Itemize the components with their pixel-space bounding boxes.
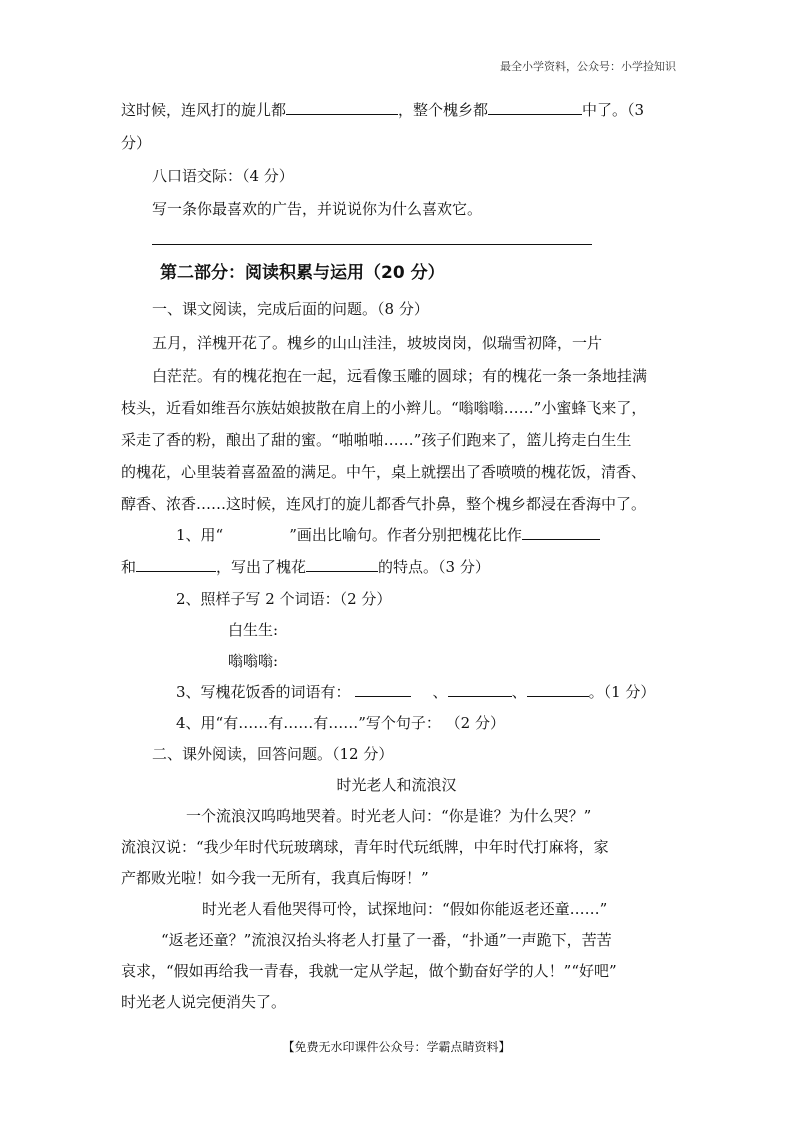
- text: ，写出了槐花: [216, 558, 307, 576]
- page-header: 最全小学资料，公众号：小学捡知识: [500, 60, 676, 73]
- text: 中了。（3: [582, 101, 645, 119]
- passage-line: 枝头，近看如维吾尔族姑娘披散在肩上的小辫儿。“嗡嗡嗡……”小蜜蜂飞来了，: [121, 399, 647, 417]
- oral-prompt: 写一条你最喜欢的广告，并说说你为什么喜欢它。: [152, 200, 483, 218]
- story-line: 时光老人看他哭得可怜，试探地问：“假如你能返老还童……”: [202, 900, 608, 918]
- answer-line[interactable]: [152, 244, 592, 245]
- passage-line: 白茫茫。有的槐花抱在一起，远看像玉雕的圆球；有的槐花一条一条地挂满: [152, 367, 648, 385]
- story-line: “返老还童？”流浪汉抬头将老人打量了一番，“扑通”一声跪下，苦苦: [161, 931, 612, 949]
- question-3: [176, 682, 655, 702]
- story-line: 流浪汉说：“我少年时代玩玻璃球，青年时代玩纸牌，中年时代打麻将，家: [121, 838, 609, 856]
- answer-blank[interactable]: [448, 682, 512, 697]
- answer-blank[interactable]: [136, 557, 216, 572]
- story-line: 一个流浪汉呜呜地哭着。时光老人问：“你是谁？为什么哭？”: [186, 807, 592, 825]
- section-title-extra: 二、课外阅读，回答问题。（12 分）: [152, 745, 394, 763]
- section-title-oral: 八口语交际：（4 分）: [152, 167, 294, 185]
- text: ，整个槐乡都: [398, 101, 489, 119]
- story-line: 哀求，“假如再给我一青春，我就一定从学起，做个勤奋好学的人！”“好吧”: [121, 962, 617, 980]
- question-4: 4、用“有……有……有……”写个句子： （2 分）: [176, 714, 505, 732]
- text: 。（1 分）: [588, 683, 656, 701]
- text: 的特点。（3 分）: [378, 558, 490, 576]
- story-title: 时光老人和流浪汉: [336, 776, 457, 794]
- story-line: 产都败光啦！如今我一无所有，我真后悔呀！”: [121, 869, 429, 887]
- passage-line: 采走了香的粉，酿出了甜的蜜。“啪啪啪……”孩子们跑来了，篮儿挎走白生生: [121, 431, 632, 449]
- answer-blank[interactable]: [488, 100, 582, 115]
- passage-line: 五月，洋槐开花了。槐乡的山山洼洼，坡坡岗岗，似瑞雪初降，一片: [152, 334, 603, 352]
- example-word: 嗡嗡嗡:: [228, 652, 279, 670]
- answer-blank[interactable]: [355, 682, 411, 697]
- text: 这时候，连风打的旋儿都: [121, 101, 287, 119]
- text: ”画出比喻句。作者分别把槐花比作: [289, 526, 522, 544]
- passage-line: 醇香、浓香……这时候，连风打的旋儿都香气扑鼻，整个槐乡都浸在香海中了。: [121, 495, 647, 513]
- fill-blank-line: [121, 100, 644, 120]
- section-title-reading: 一、课文阅读，完成后面的问题。（8 分）: [152, 300, 429, 318]
- score-text: 分）: [121, 134, 152, 152]
- text: 、: [432, 683, 448, 701]
- text: 1、用“: [176, 526, 224, 544]
- question-1: [176, 525, 600, 545]
- question-1-cont: [121, 557, 490, 577]
- answer-blank[interactable]: [522, 525, 600, 540]
- text: 3、写槐花饭香的词语有：: [176, 683, 351, 701]
- example-word: 白生生:: [228, 621, 279, 639]
- text: 和: [121, 558, 137, 576]
- story-line: 时光老人说完便消失了。: [121, 993, 287, 1011]
- answer-blank[interactable]: [306, 557, 378, 572]
- answer-blank[interactable]: [527, 682, 589, 697]
- part-title: 第二部分：阅读积累与运用（20 分）: [160, 263, 445, 283]
- passage-line: 的槐花，心里装着喜盈盈的满足。中午，桌上就摆出了香喷喷的槐花饭，清香、: [121, 463, 647, 481]
- question-2: 2、照样子写 2 个词语：（2 分）: [176, 590, 392, 608]
- text: 、: [511, 683, 527, 701]
- answer-blank[interactable]: [286, 100, 398, 115]
- page-footer: 【免费无水印课件公众号：学霸点睛资料】: [282, 1040, 511, 1054]
